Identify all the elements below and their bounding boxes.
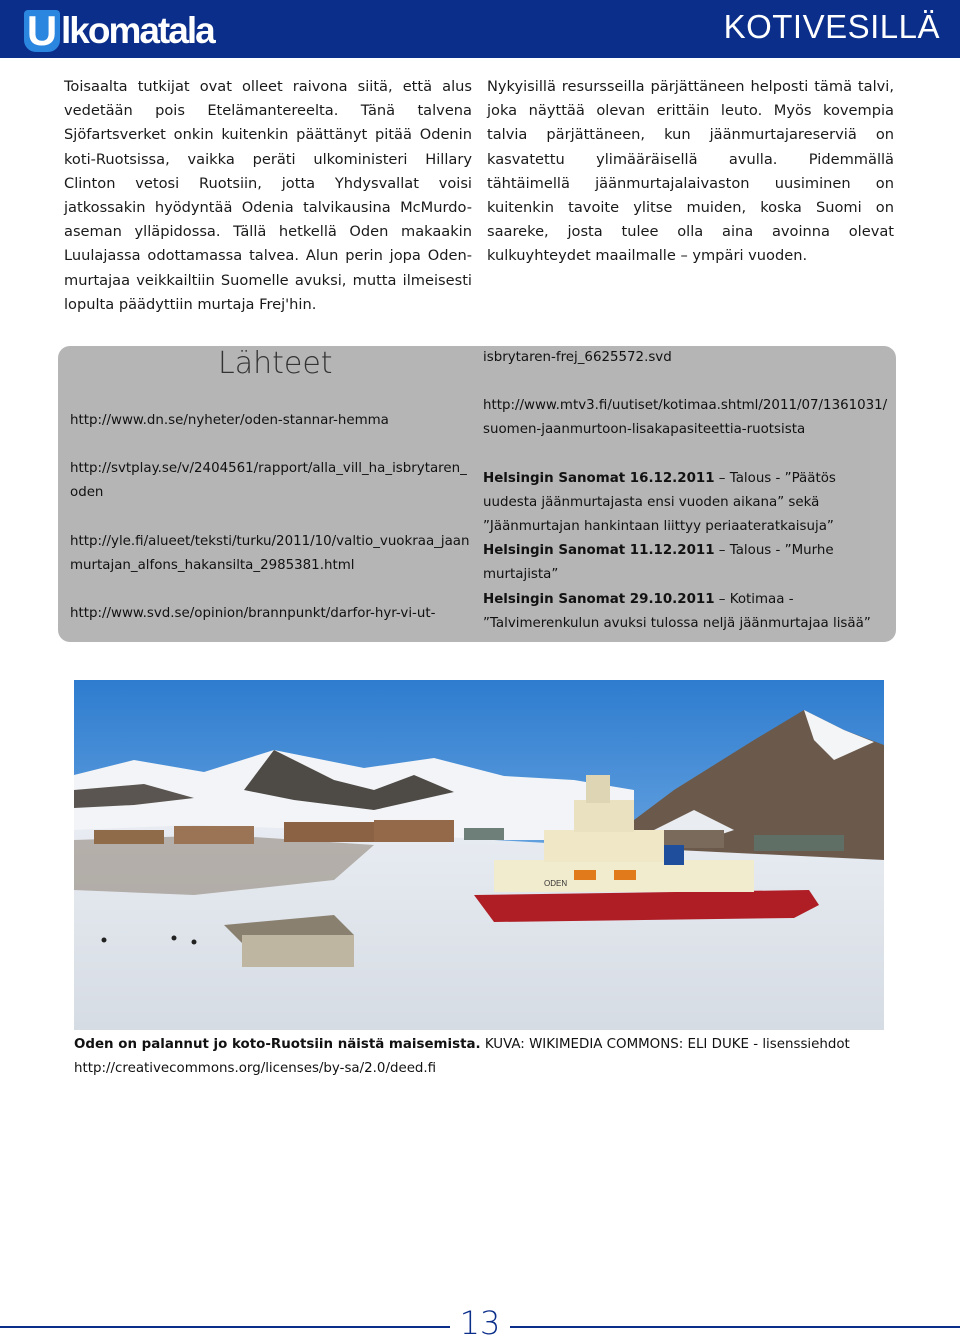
news-source-text: – Talous - ”Päätös uudesta jäänmurtajasta ensi vuoden aikana” sekä ”Jäänmurtajan hankintaan liittyy periaateratkaisuja” (483, 470, 836, 535)
logo-text: lkomatala (61, 10, 214, 51)
news-source-text: – Kotimaa - ”Talvimerenkulun avuksi tulossa neljä jäänmurtajaa lisää” (483, 591, 871, 631)
icebreaker-photo (74, 680, 884, 1030)
sources-list-right (483, 346, 893, 636)
article-column-right: Nykyisillä resursseilla pärjättäneen helposti tämä talvi, joka näyttää olevan erittäin leuto. Myös kovempia talvia pärjättäneen, kun jäänmurtajareserviä on kasvatettu ylimääräisellä avulla. Pidemmällä tähtäimellä jäänmurtajalaivaston uusiminen on kuitenkin tavoite ylitse muiden, koska Suomi on saareke, josta tulee olla aina avoinna olevat kulkuyhteydet maailmalle – ympäri vuoden. (487, 78, 894, 265)
footer-rule-left (0, 1326, 450, 1328)
sources-list-left (70, 409, 470, 626)
ship-name: ODEN (544, 879, 568, 888)
footer-rule-right (510, 1326, 960, 1328)
caption-lead: Oden on palannut jo koto-Ruotsiin näistä maisemista. (74, 1037, 481, 1052)
source-link[interactable]: isbrytaren-frej_6625572.svd (483, 350, 672, 365)
magazine-logo (24, 6, 214, 52)
sources-title: Lähteet (218, 346, 333, 381)
news-source-name: Helsingin Sanomat 11.12.2011 (483, 543, 715, 559)
news-source (483, 467, 893, 540)
news-source-name: Helsingin Sanomat 29.10.2011 (483, 591, 715, 607)
source-link[interactable]: http://yle.fi/alueet/teksti/turku/2011/10/valtio_vuokraa_jaanmurtajan_alfons_hakansilta_2985381.html (70, 533, 470, 573)
caption-credit: KUVA: WIKIMEDIA COMMONS: ELI DUKE - lisenssiehdot http://creativecommons.org/licenses/by-sa/2.0/deed.fi (74, 1037, 850, 1076)
photo-caption (74, 1033, 894, 1081)
page-number: 13 (459, 1304, 501, 1342)
source-link[interactable]: http://www.svd.se/opinion/brannpunkt/darfor-hyr-vi-ut- (70, 606, 436, 622)
photo-illustration (74, 680, 884, 1030)
news-source (483, 588, 893, 636)
section-title: KOTIVESILLÄ (723, 8, 940, 45)
source-link[interactable]: http://www.mtv3.fi/uutiset/kotimaa.shtml/2011/07/1361031/suomen-jaanmurtoon-lisakapasiteettia-ruotsista (483, 398, 888, 438)
logo-letter: U (24, 10, 60, 52)
source-link[interactable]: http://www.dn.se/nyheter/oden-stannar-hemma (70, 413, 389, 428)
page-header (0, 0, 960, 58)
news-source-name: Helsingin Sanomat 16.12.2011 (483, 470, 715, 486)
news-source-text: – Talous - ”Murhe murtajista” (483, 543, 834, 583)
article-column-left: Toisaalta tutkijat ovat olleet raivona siitä, että alus vedetään pois Etelämantereelta. Tänä talvena Sjöfartsverket onkin kuitenkin päättänyt pitää Odenin koti-Ruotsissa, vaikka peräti ulkoministeri Hillary Clinton vetosi Ruotsiin, jotta Yhdysvallat voisi jatkossakin hyödyntää Odenia talvikausina McMurdo-aseman ylläpidossa. Tällä hetkellä Oden makaakin Luulajassa odottamassa talvea. Alun perin jopa Oden-murtajaa veikkailtiin Suomelle avuksi, mutta ilmeisesti lopulta päädyttiin murtaja Frej'hin. (64, 78, 472, 313)
news-source (483, 539, 893, 587)
source-link[interactable]: http://svtplay.se/v/2404561/rapport/alla_vill_ha_isbrytaren_oden (70, 461, 467, 501)
